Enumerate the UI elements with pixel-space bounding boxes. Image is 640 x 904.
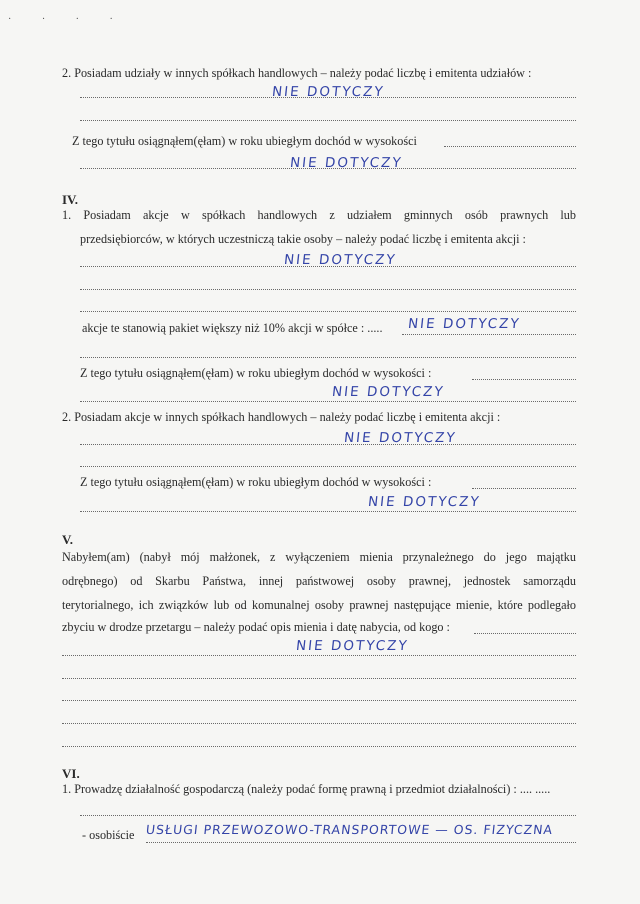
answer-line [474, 631, 576, 634]
handwritten-answer: NIE DOTYCZY [407, 316, 522, 332]
answer-line [80, 118, 576, 121]
sec6-personally-label: - osobiście [82, 828, 135, 842]
handwritten-answer: NIE DOTYCZY [283, 252, 398, 268]
answer-line [80, 464, 576, 467]
handwritten-answer: NIE DOTYCZY [367, 494, 482, 510]
section-header-vi: VI. [62, 766, 80, 781]
handwritten-answer: NIE DOTYCZY [271, 84, 386, 100]
answer-line [472, 486, 576, 489]
answer-line [62, 744, 576, 747]
handwritten-answer: NIE DOTYCZY [295, 638, 410, 654]
answer-line [444, 144, 576, 147]
sec5-line1: Nabyłem(am) (nabył mój małżonek, z wyłączeniem mienia przynależnego do jego majątku [62, 550, 576, 564]
answer-line [80, 813, 576, 816]
handwritten-answer: USŁUGI PRZEWOZOWO-TRANSPORTOWE — OS. FIZYCZNA [145, 822, 554, 837]
sec3-item2-label: 2. Posiadam udziały w innych spółkach handlowych – należy podać liczbę i emitenta udziałów : [62, 66, 532, 80]
answer-line [80, 309, 576, 312]
answer-line [62, 676, 576, 679]
sec4-item1-line1: 1. Posiadam akcje w spółkach handlowych z udziałem gminnych osób prawnych lub [62, 208, 576, 222]
answer-line [402, 332, 576, 335]
sec5-line2: odrębnego) od Skarbu Państwa, innej państwowej osoby prawnej, jednostek samorządu [62, 574, 576, 588]
answer-line [80, 399, 576, 402]
sec3-income-label: Z tego tytułu osiągnąłem(ęłam) w roku ubiegłym dochód w wysokości [72, 134, 417, 148]
sec4-item2-income-label: Z tego tytułu osiągnąłem(ęłam) w roku ubiegłym dochód w wysokości : [80, 475, 432, 489]
answer-line [62, 698, 576, 701]
sec4-item2-label: 2. Posiadam akcje w innych spółkach handlowych – należy podać liczbę i emitenta akcji : [62, 410, 501, 424]
handwritten-answer: NIE DOTYCZY [343, 430, 458, 446]
scan-artifact-dots: · · · · [8, 14, 127, 25]
answer-line [472, 377, 576, 380]
handwritten-answer: NIE DOTYCZY [331, 384, 446, 400]
sec4-package-label: akcje te stanowią pakiet większy niż 10% akcji w spółce : ..... [82, 321, 383, 335]
sec4-item1-line2: przedsiębiorców, w których uczestniczą takie osoby – należy podać liczbę i emitenta akcji : [80, 232, 526, 246]
answer-line [80, 287, 576, 290]
sec4-income-label: Z tego tytułu osiągnąłem(ęłam) w roku ubiegłym dochód w wysokości : [80, 366, 432, 380]
section-header-v: V. [62, 532, 73, 547]
section-header-iv: IV. [62, 192, 79, 207]
answer-line [80, 509, 576, 512]
answer-line [146, 840, 576, 843]
answer-line [62, 721, 576, 724]
sec5-line4: zbyciu w drodze przetargu – należy podać opis mienia i datę nabycia, od kogo : [62, 620, 450, 634]
answer-line [80, 442, 576, 445]
sec6-item1-label: 1. Prowadzę działalność gospodarczą (należy podać formę prawną i przedmiot działalności) : .... ..... [62, 782, 551, 796]
handwritten-answer: NIE DOTYCZY [289, 155, 404, 171]
sec5-line3: terytorialnego, ich związków lub od komunalnej osoby prawnej następujące mienie, które podlegało [62, 598, 576, 612]
answer-line [80, 355, 576, 358]
